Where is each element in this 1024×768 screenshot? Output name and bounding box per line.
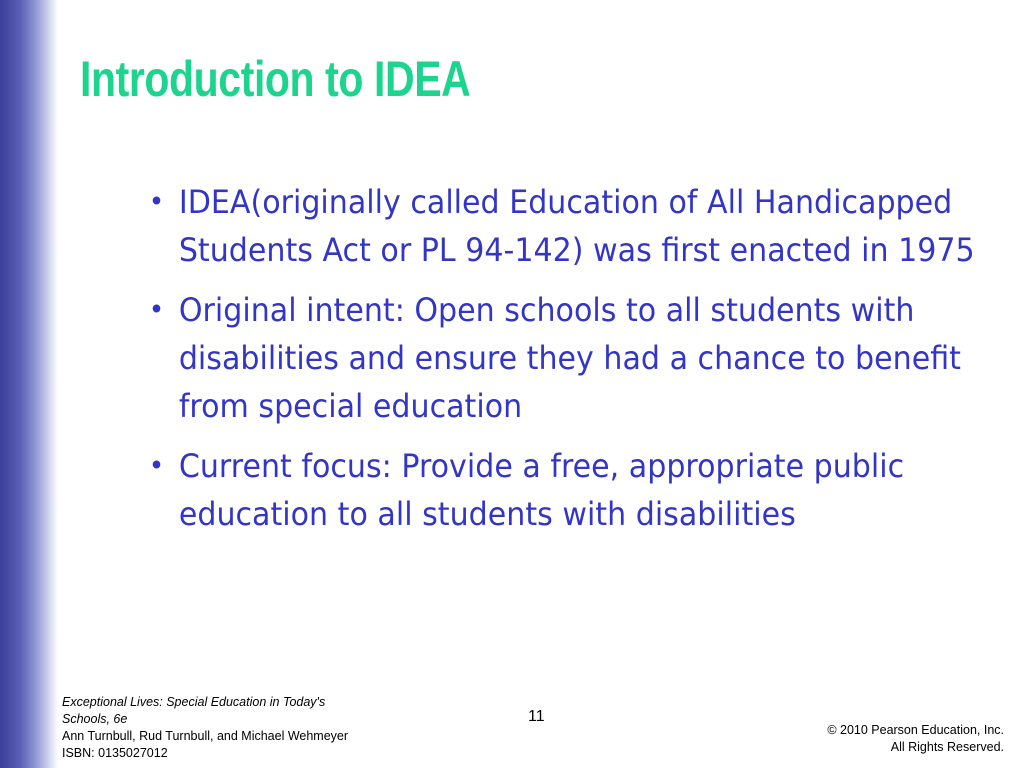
- bullet-icon: •: [148, 449, 165, 482]
- bullet-icon: •: [148, 293, 165, 326]
- slide-title: Introduction to IDEA: [80, 51, 471, 107]
- page-number: 11: [528, 708, 545, 725]
- footer-citation: [62, 694, 402, 762]
- rights-text: All Rights Reserved.: [890, 740, 1004, 754]
- bullet-list: [145, 178, 1005, 550]
- footer-copyright: [827, 722, 1004, 756]
- bullet-icon: •: [148, 185, 165, 218]
- footer-book-title-line1: Exceptional Lives: Special Education in Today's: [62, 695, 326, 709]
- bullet-text: IDEA(originally called Education of All Handicapped Students Act or PL 94-142) was first enacted in 1975: [178, 183, 975, 269]
- footer-book-title-line2: Schools, 6e: [62, 712, 128, 726]
- bullet-item: [145, 442, 1024, 538]
- bullet-item: [145, 286, 1024, 430]
- copyright-text: © 2010 Pearson Education, Inc.: [827, 723, 1004, 737]
- bullet-item: [145, 178, 1024, 274]
- bullet-text: Current focus: Provide a free, appropriate public education to all students with disabilities: [178, 447, 905, 533]
- footer-authors: Ann Turnbull, Rud Turnbull, and Michael Wehmeyer: [62, 729, 349, 743]
- bullet-text: Original intent: Open schools to all students with disabilities and ensure they had a chance to benefit from special education: [178, 291, 961, 425]
- footer-isbn: ISBN: 0135027012: [62, 746, 168, 760]
- side-gradient-bar: [0, 0, 58, 768]
